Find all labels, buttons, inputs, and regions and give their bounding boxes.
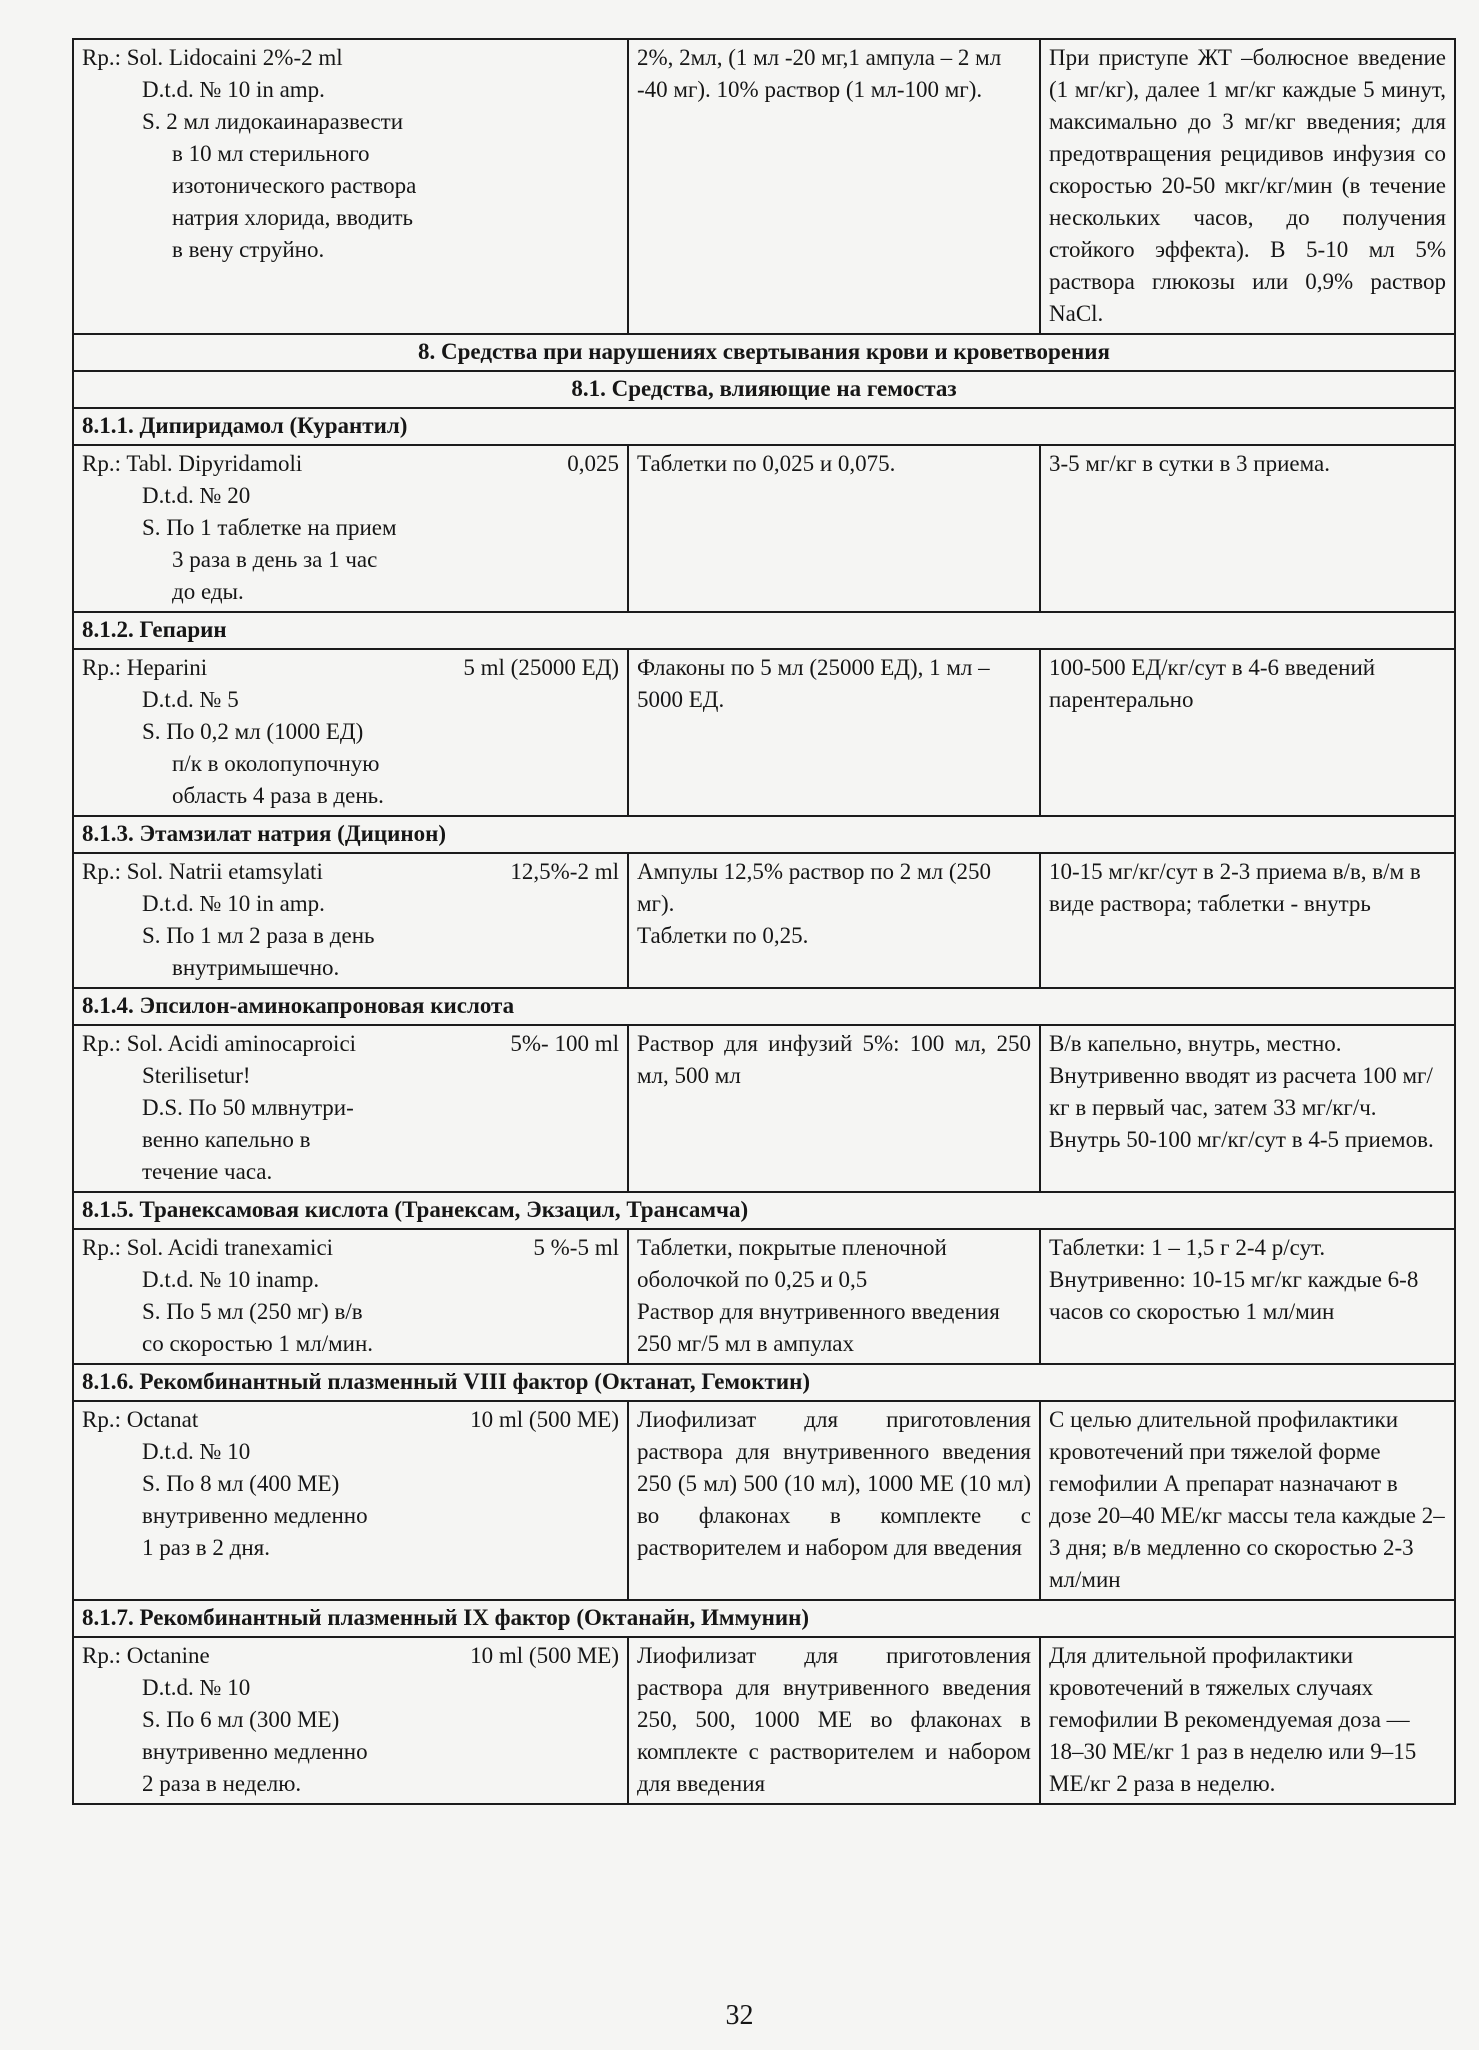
rp-dose: 12,5%-2 ml bbox=[510, 859, 619, 884]
subsection-heading: 8.1. Средства, влияющие на гемостаз bbox=[73, 371, 1455, 408]
rp-line bbox=[82, 448, 619, 480]
form-cell bbox=[628, 1229, 1040, 1364]
rp-line: внутримышечно. bbox=[172, 955, 340, 980]
drug-heading: 8.1.4. Эпсилон-аминокапроновая кислота bbox=[73, 988, 1455, 1025]
drug-heading-row bbox=[73, 1192, 1455, 1229]
rp-name: Rp.: Heparini bbox=[82, 655, 208, 680]
rp-dose: 10 ml (500 МЕ) bbox=[470, 1407, 619, 1432]
form-cell bbox=[628, 1637, 1040, 1804]
dosage-text: Внутривенно: 10-15 мг/кг каждые 6-8 часов со скоростью 1 мл/мин bbox=[1049, 1267, 1419, 1324]
drug-heading-row bbox=[73, 1600, 1455, 1637]
rp-line: S. По 8 мл (400 МЕ) bbox=[142, 1471, 340, 1496]
rp-dose: 10 ml (500 МЕ) bbox=[470, 1643, 619, 1668]
prescription-cell bbox=[73, 39, 628, 334]
section-heading: 8. Средства при нарушениях свертывания крови и кроветворения bbox=[73, 334, 1455, 371]
form-cell bbox=[628, 445, 1040, 612]
form-cell bbox=[628, 853, 1040, 988]
prescription-cell bbox=[73, 1401, 628, 1600]
rp-name: Rp.: Octanat bbox=[82, 1407, 199, 1432]
rp-name: Rp.: Sol. Natrii etamsylati bbox=[82, 859, 323, 884]
drug-heading-row bbox=[73, 816, 1455, 853]
form-cell bbox=[628, 649, 1040, 816]
rp-line: S. 2 мл лидокаинаразвести bbox=[142, 109, 404, 134]
rp-line: D.t.d. № 10 in amp. bbox=[142, 77, 325, 102]
form-text: Флаконы по 5 мл (25000 ЕД), 1 мл – 5000 ЕД. bbox=[637, 655, 990, 712]
rp-name: Rp.: Sol. Acidi tranexamici bbox=[82, 1235, 334, 1260]
form-text: Раствор для внутривенного введения 250 мг/5 мл в ампулах bbox=[637, 1299, 1000, 1356]
rp-name: Rp.: Tabl. Dipyridamoli bbox=[82, 451, 303, 476]
drug-heading: 8.1.3. Этамзилат натрия (Дицинон) bbox=[73, 816, 1455, 853]
rp-line: со скоростью 1 мл/мин. bbox=[142, 1331, 374, 1356]
form-cell bbox=[628, 39, 1040, 334]
drug-heading: 8.1.6. Рекомбинантный плазменный VIII фактор (Октанат, Гемоктин) bbox=[73, 1364, 1455, 1401]
rp-dose: 5 ml (25000 ЕД) bbox=[463, 655, 619, 680]
rp-line: S. По 0,2 мл (1000 ЕД) bbox=[142, 719, 364, 744]
form-text: Раствор для инфузий 5%: 100 мл, 250 мл, 500 мл bbox=[637, 1031, 1031, 1088]
rp-name: Rp.: Octanine bbox=[82, 1643, 210, 1668]
rp-line: D.S. По 50 млвнутри- bbox=[142, 1095, 354, 1120]
form-text: Лиофилизат для приготовления раствора для внутривенного введения 250, 500, 1000 МЕ во флаконах в комплекте с растворителем и набором для введения bbox=[637, 1643, 1031, 1796]
rp-line bbox=[82, 1640, 619, 1672]
rp-line: 1 раз в 2 дня. bbox=[142, 1535, 270, 1560]
rp-line: область 4 раза в день. bbox=[172, 783, 384, 808]
rp-line bbox=[82, 652, 619, 684]
rp-dose: 5%- 100 ml bbox=[510, 1031, 619, 1056]
table-row bbox=[73, 1637, 1455, 1804]
section-header-row bbox=[73, 334, 1455, 371]
rp-line: S. По 1 мл 2 раза в день bbox=[142, 923, 375, 948]
document-page bbox=[72, 38, 1454, 1805]
dosage-text: 3-5 мг/кг в сутки в 3 приема. bbox=[1049, 451, 1330, 476]
rp-line: изотонического раствора bbox=[172, 173, 417, 198]
prescription-cell bbox=[73, 649, 628, 816]
rp-line: D.t.d. № 20 bbox=[142, 483, 251, 508]
form-text: Таблетки по 0,25. bbox=[637, 923, 809, 948]
rp-line: D.t.d. № 10 bbox=[142, 1439, 251, 1464]
rp-line: Rp.: Sol. Lidocaini 2%-2 ml bbox=[82, 45, 343, 70]
table-row bbox=[73, 1229, 1455, 1364]
page-number: 32 bbox=[725, 2000, 754, 2031]
dosage-text: В/в капельно, внутрь, местно. Внутривенно вводят из расчета 100 мг/кг в первый час, затем 33 мг/кг/ч. Внутрь 50-100 мг/кг/сут в 4-5 приемов. bbox=[1049, 1031, 1434, 1152]
dosage-text: 100-500 ЕД/кг/сут в 4-6 введений парентерально bbox=[1049, 655, 1376, 712]
rp-dose: 0,025 bbox=[567, 451, 619, 476]
drug-heading-row bbox=[73, 612, 1455, 649]
prescription-cell bbox=[73, 853, 628, 988]
dosage-cell bbox=[1040, 1025, 1455, 1192]
rp-line bbox=[82, 1404, 619, 1436]
table-row bbox=[73, 1401, 1455, 1600]
rp-line: Sterilisetur! bbox=[142, 1063, 251, 1088]
form-text: 2%, 2мл, (1 мл -20 мг,1 ампула – 2 мл -40 мг). 10% раствор (1 мл-100 мг). bbox=[637, 45, 1002, 102]
dosage-text: С целью длительной профилактики кровотечений при тяжелой форме гемофилии А препарат назначают в дозе 20–40 МЕ/кг массы тела каждые 2–3 дня; в/в медленно со скоростью 2-3 мл/мин bbox=[1049, 1407, 1445, 1592]
drug-heading-row bbox=[73, 408, 1455, 445]
table-row bbox=[73, 1025, 1455, 1192]
dosage-cell bbox=[1040, 649, 1455, 816]
dosage-cell bbox=[1040, 1401, 1455, 1600]
rp-line bbox=[82, 1232, 619, 1264]
rp-line: п/к в околопупочную bbox=[172, 751, 380, 776]
dosage-text: 10-15 мг/кг/сут в 2-3 приема в/в, в/м в виде раствора; таблетки - внутрь bbox=[1049, 859, 1421, 916]
form-cell bbox=[628, 1401, 1040, 1600]
dosage-cell bbox=[1040, 1229, 1455, 1364]
dosage-cell bbox=[1040, 1637, 1455, 1804]
rp-line: S. По 5 мл (250 мг) в/в bbox=[142, 1299, 363, 1324]
rp-line bbox=[82, 856, 619, 888]
rp-line: натрия хлорида, вводить bbox=[172, 205, 414, 230]
form-cell bbox=[628, 1025, 1040, 1192]
section-header-row bbox=[73, 371, 1455, 408]
dosage-cell bbox=[1040, 853, 1455, 988]
drug-heading-row bbox=[73, 988, 1455, 1025]
dosage-text: Таблетки: 1 – 1,5 г 2-4 р/сут. bbox=[1049, 1235, 1326, 1260]
rp-line: S. По 1 таблетке на прием bbox=[142, 515, 397, 540]
prescription-cell bbox=[73, 1229, 628, 1364]
prescription-cell bbox=[73, 1637, 628, 1804]
rp-line: внутривенно медленно bbox=[142, 1503, 368, 1528]
rp-dose: 5 %-5 ml bbox=[533, 1235, 619, 1260]
rp-line: венно капельно в bbox=[142, 1127, 311, 1152]
table-row bbox=[73, 445, 1455, 612]
dosage-text: Для длительной профилактики кровотечений в тяжелых случаях гемофилии В рекомендуемая доза — 18–30 МЕ/кг 1 раз в неделю или 9–15 МЕ/кг 2 раза в неделю. bbox=[1049, 1643, 1417, 1796]
dosage-cell bbox=[1040, 39, 1455, 334]
table-row bbox=[73, 649, 1455, 816]
dosage-text: При приступе ЖТ –болюсное введение (1 мг/кг), далее 1 мг/кг каждые 5 минут, максимально до 3 мг/кг введения; для предотвращения рецидивов инфузия со скоростью 20-50 мкг/кг/мин (в течение нескольких часов, до получения стойкого эффекта). В 5-10 мл 5% раствора глюкозы или 0,9% раствор NaCl. bbox=[1049, 45, 1446, 326]
rp-line: D.t.d. № 10 inamp. bbox=[142, 1267, 320, 1292]
rp-line: до еды. bbox=[172, 579, 244, 604]
prescription-cell bbox=[73, 445, 628, 612]
form-text: Ампулы 12,5% раствор по 2 мл (250 мг). bbox=[637, 859, 991, 916]
rp-line: D.t.d. № 5 bbox=[142, 687, 239, 712]
rp-line: S. По 6 мл (300 МЕ) bbox=[142, 1707, 340, 1732]
prescription-cell bbox=[73, 1025, 628, 1192]
rp-line: в вену струйно. bbox=[172, 237, 325, 262]
rp-line: 2 раза в неделю. bbox=[142, 1771, 302, 1796]
drug-heading-row bbox=[73, 1364, 1455, 1401]
rp-line: D.t.d. № 10 bbox=[142, 1675, 251, 1700]
form-text: Таблетки, покрытые пленочной оболочкой по 0,25 и 0,5 bbox=[637, 1235, 947, 1292]
drug-heading: 8.1.7. Рекомбинантный плазменный IX фактор (Октанайн, Иммунин) bbox=[73, 1600, 1455, 1637]
dosage-cell bbox=[1040, 445, 1455, 612]
rp-line: 3 раза в день за 1 час bbox=[172, 547, 378, 572]
drug-heading: 8.1.5. Транексамовая кислота (Транексам, Экзацил, Трансамча) bbox=[73, 1192, 1455, 1229]
rp-line: D.t.d. № 10 in amp. bbox=[142, 891, 325, 916]
rp-line bbox=[82, 1028, 619, 1060]
drug-heading: 8.1.1. Дипиридамол (Курантил) bbox=[73, 408, 1455, 445]
table-row bbox=[73, 39, 1455, 334]
form-text: Лиофилизат для приготовления раствора для внутривенного введения 250 (5 мл) 500 (10 мл), 1000 МЕ (10 мл) во флаконах в комплекте с растворителем и набором для введения bbox=[637, 1407, 1031, 1560]
drug-table bbox=[72, 38, 1456, 1805]
rp-line: течение часа. bbox=[142, 1159, 273, 1184]
rp-line: внутривенно медленно bbox=[142, 1739, 368, 1764]
rp-line: в 10 мл стерильного bbox=[172, 141, 370, 166]
table-row bbox=[73, 853, 1455, 988]
drug-heading: 8.1.2. Гепарин bbox=[73, 612, 1455, 649]
rp-name: Rp.: Sol. Acidi aminocaproici bbox=[82, 1031, 357, 1056]
form-text: Таблетки по 0,025 и 0,075. bbox=[637, 451, 896, 476]
